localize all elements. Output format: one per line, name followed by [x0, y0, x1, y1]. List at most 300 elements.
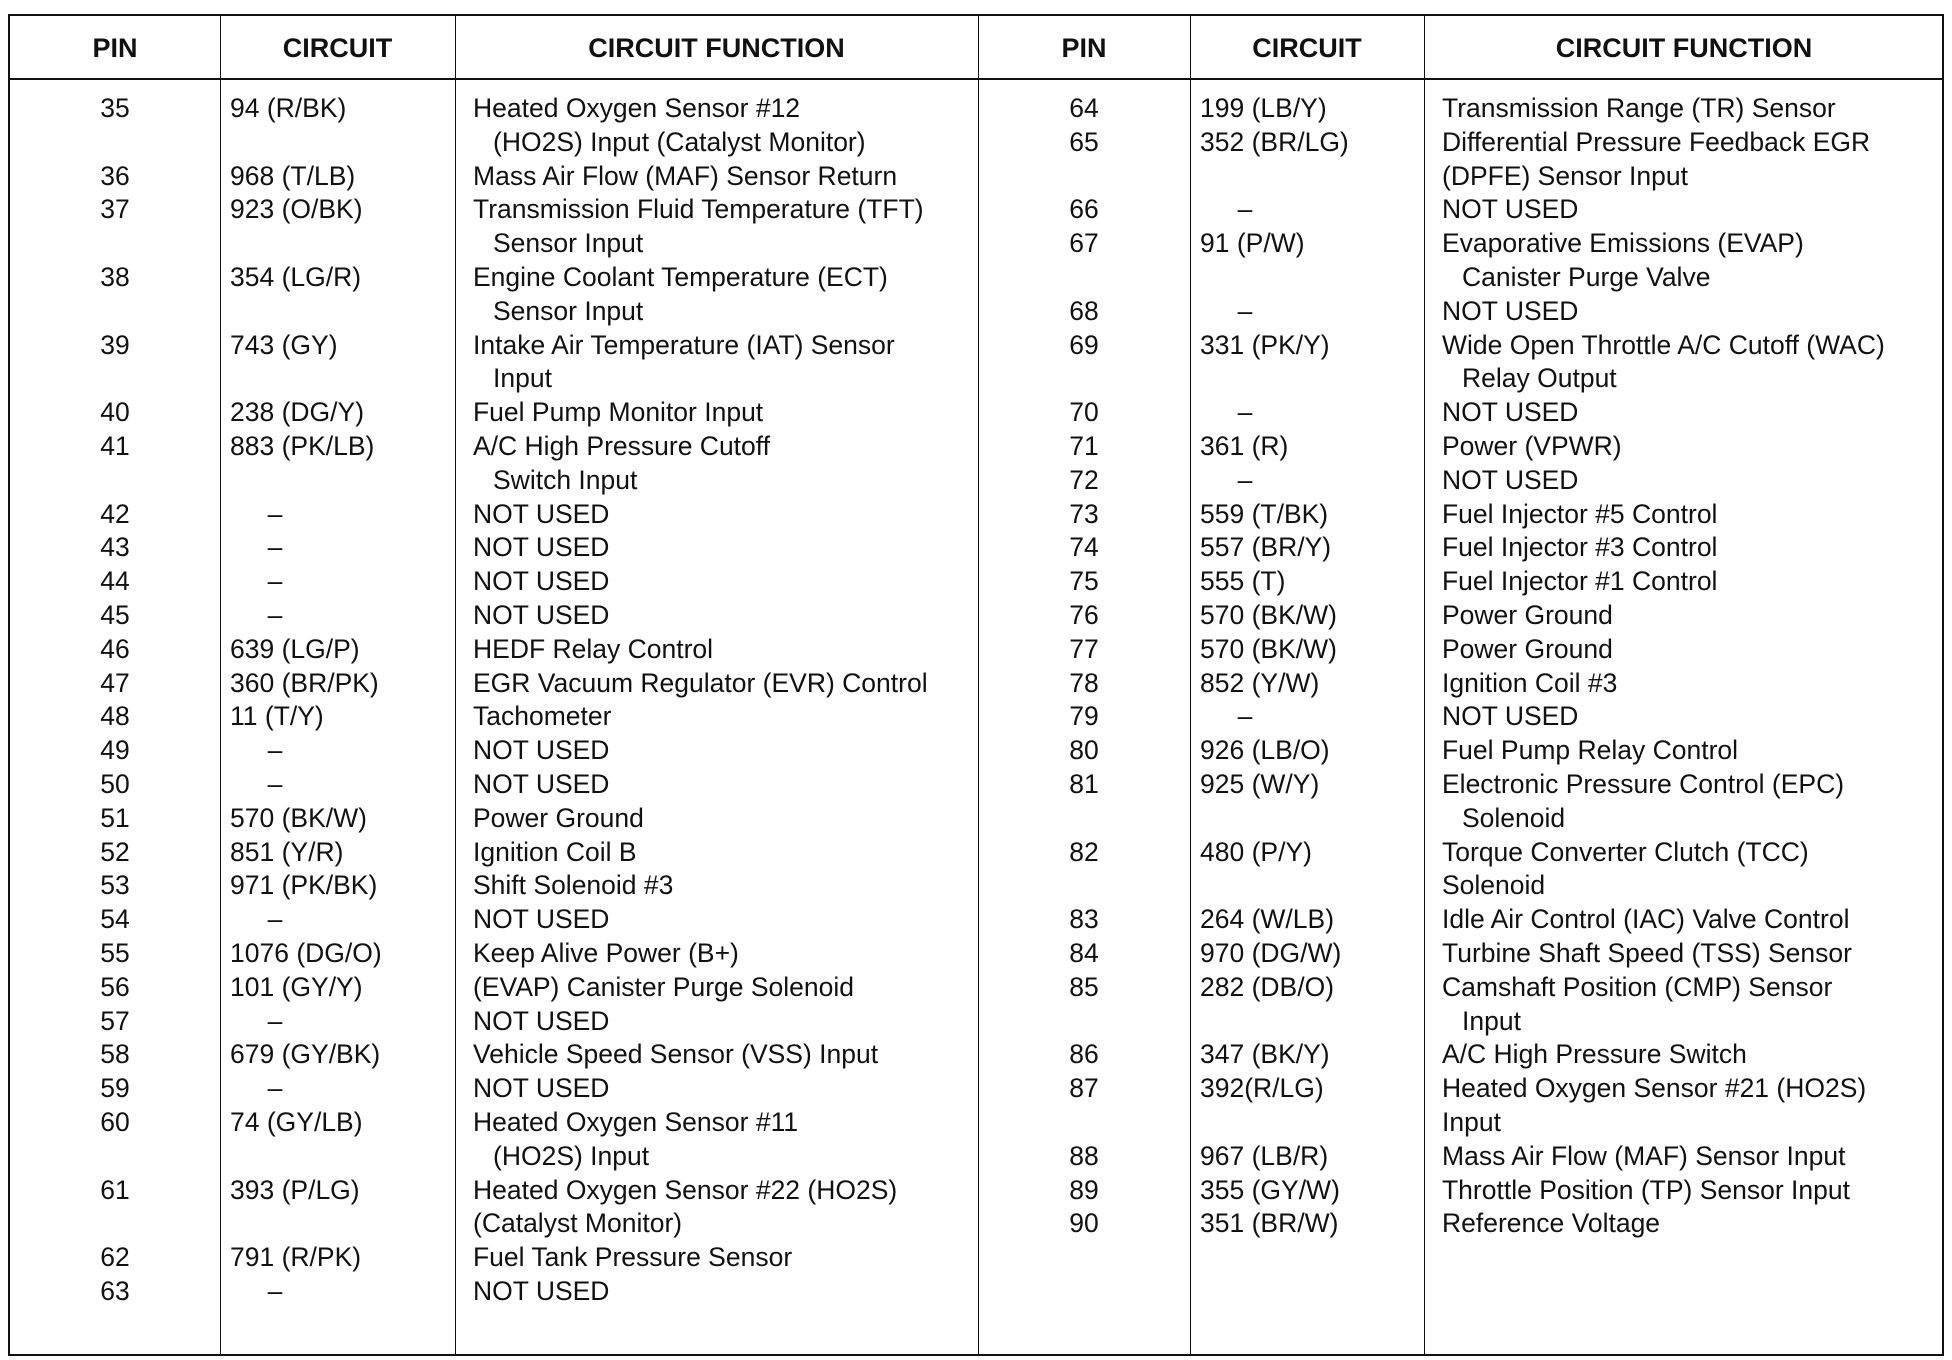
table-row [978, 227, 1944, 295]
circuit-code: 361 (R) [1200, 430, 1289, 461]
pin-table [8, 14, 1944, 1356]
function-line: Power (VPWR) [1442, 430, 1622, 461]
circuit-code: 392(R/LG) [1200, 1073, 1324, 1104]
pin-number: 37 [100, 194, 130, 225]
circuit-function [1424, 700, 1944, 734]
circuit-function [1424, 836, 1944, 904]
pin-number: 43 [100, 532, 130, 563]
pin-number: 62 [100, 1242, 130, 1273]
pin-number: 38 [100, 261, 130, 292]
table-row [10, 193, 978, 261]
table-row [978, 396, 1944, 430]
circuit-code: 94 (R/BK) [230, 93, 347, 123]
table-row [10, 261, 978, 329]
pin-number: 65 [1069, 126, 1099, 157]
pin-number: 77 [1069, 633, 1099, 664]
circuit-function [1424, 768, 1944, 836]
header-function-right: CIRCUIT FUNCTION [1555, 33, 1813, 63]
circuit-function [455, 1005, 978, 1039]
table-row [10, 599, 978, 633]
pin-number: 48 [100, 701, 130, 732]
function-line: Transmission Range (TR) Sensor [1442, 93, 1836, 123]
function-line: Fuel Injector #3 Control [1442, 532, 1718, 563]
table-row [978, 92, 1944, 126]
function-line: A/C High Pressure Cutoff [473, 430, 771, 461]
pin-number: 52 [100, 836, 130, 867]
table-row [10, 734, 978, 768]
pin-number: 78 [1069, 667, 1099, 698]
circuit-function [455, 734, 978, 768]
function-line: Relay Output [1462, 363, 1617, 394]
function-line: Switch Input [493, 464, 638, 495]
table-row [10, 869, 978, 903]
table-row [10, 802, 978, 836]
function-line: (EVAP) Canister Purge Solenoid [473, 971, 855, 1002]
function-line: Mass Air Flow (MAF) Sensor Return [473, 160, 898, 191]
circuit-code [220, 768, 455, 802]
table-row [978, 531, 1944, 565]
function-line: Canister Purge Valve [1462, 261, 1711, 292]
function-line: Fuel Tank Pressure Sensor [473, 1242, 793, 1273]
pin-number: 89 [1069, 1174, 1099, 1205]
pin-number: 60 [100, 1106, 130, 1137]
circuit-code: 791 (R/PK) [230, 1242, 362, 1273]
circuit-function [1424, 971, 1944, 1039]
pin-number: 68 [1069, 295, 1099, 326]
pin-number: 35 [100, 93, 130, 123]
circuit-function [1424, 1072, 1944, 1140]
circuit-code [220, 734, 455, 768]
circuit-function [1424, 430, 1944, 464]
function-line: NOT USED [473, 735, 610, 766]
circuit-dash: – [267, 599, 283, 630]
circuit-function [455, 1241, 978, 1275]
circuit-function [455, 160, 978, 194]
circuit-function [1424, 633, 1944, 667]
circuit-function [455, 869, 978, 903]
circuit-code [220, 565, 455, 599]
table-row [978, 464, 1944, 498]
circuit-code: 480 (P/Y) [1200, 836, 1312, 867]
function-line: Fuel Injector #1 Control [1442, 566, 1718, 597]
circuit-function [455, 937, 978, 971]
function-line: Wide Open Throttle A/C Cutoff (WAC) [1442, 329, 1885, 360]
table-row [978, 126, 1944, 194]
table-row [978, 1174, 1944, 1208]
function-line: Input [493, 363, 552, 394]
circuit-function [455, 802, 978, 836]
function-line: Idle Air Control (IAC) Valve Control [1442, 904, 1850, 935]
function-line: NOT USED [473, 599, 610, 630]
table-row [978, 937, 1944, 971]
pin-number: 85 [1069, 971, 1099, 1002]
right-table-body [978, 92, 1944, 1241]
circuit-code: 199 (LB/Y) [1200, 93, 1327, 123]
function-line: NOT USED [1442, 464, 1579, 495]
circuit-code [220, 498, 455, 532]
function-line: Transmission Fluid Temperature (TFT) [473, 194, 924, 225]
function-line: Mass Air Flow (MAF) Sensor Input [1442, 1140, 1846, 1171]
pin-number: 39 [100, 329, 130, 360]
circuit-function [1424, 565, 1944, 599]
function-line: Engine Coolant Temperature (ECT) [473, 261, 888, 292]
table-row [978, 1038, 1944, 1072]
circuit-function [455, 498, 978, 532]
function-line: Camshaft Position (CMP) Sensor [1442, 971, 1833, 1002]
circuit-code: 331 (PK/Y) [1200, 329, 1330, 360]
pin-number: 86 [1069, 1039, 1099, 1070]
table-row [10, 1241, 978, 1275]
circuit-code: 559 (T/BK) [1200, 498, 1329, 529]
circuit-function [455, 1072, 978, 1106]
pin-number: 80 [1069, 735, 1099, 766]
circuit-code: 393 (P/LG) [230, 1174, 360, 1205]
table-row [10, 565, 978, 599]
circuit-code: 282 (DB/O) [1200, 971, 1335, 1002]
table-row [10, 396, 978, 430]
table-row [10, 667, 978, 701]
pin-number: 75 [1069, 566, 1099, 597]
circuit-code [1190, 295, 1424, 329]
pin-number: 44 [100, 566, 130, 597]
circuit-code: 971 (PK/BK) [230, 870, 378, 901]
circuit-code: 11 (T/Y) [230, 701, 324, 732]
circuit-function [455, 396, 978, 430]
circuit-code: 679 (GY/BK) [230, 1039, 381, 1070]
circuit-dash: – [267, 498, 283, 529]
circuit-dash: – [1237, 194, 1253, 225]
table-row [10, 903, 978, 937]
function-line: NOT USED [473, 768, 610, 799]
table-row [10, 700, 978, 734]
pin-number: 54 [100, 904, 130, 935]
circuit-function [455, 1106, 978, 1174]
pin-number: 49 [100, 735, 130, 766]
function-line: (HO2S) Input (Catalyst Monitor) [493, 126, 866, 157]
pin-number: 87 [1069, 1073, 1099, 1104]
table-row [10, 92, 978, 160]
circuit-code: 925 (W/Y) [1200, 768, 1320, 799]
circuit-function [455, 329, 978, 397]
table-row [10, 1005, 978, 1039]
circuit-function [1424, 1207, 1944, 1241]
table-row [978, 565, 1944, 599]
function-line: Heated Oxygen Sensor #21 (HO2S) [1442, 1073, 1867, 1104]
circuit-code: 354 (LG/R) [230, 261, 362, 292]
pin-number: 83 [1069, 904, 1099, 935]
table-row [10, 836, 978, 870]
pin-number: 41 [100, 430, 130, 461]
circuit-function [1424, 1140, 1944, 1174]
circuit-function [1424, 329, 1944, 397]
function-line: Ignition Coil B [473, 836, 637, 867]
function-line: Heated Oxygen Sensor #12 [473, 93, 801, 123]
pin-number: 82 [1069, 836, 1099, 867]
table-row [10, 1275, 978, 1309]
circuit-dash: – [267, 566, 283, 597]
circuit-code [220, 599, 455, 633]
function-line: NOT USED [473, 498, 610, 529]
circuit-function [455, 1038, 978, 1072]
circuit-function [455, 667, 978, 701]
circuit-code [1190, 396, 1424, 430]
table-row [978, 836, 1944, 904]
function-line: NOT USED [473, 904, 610, 935]
function-line: Input [1442, 1106, 1501, 1137]
circuit-code: 352 (BR/LG) [1200, 126, 1349, 157]
function-line: Turbine Shaft Speed (TSS) Sensor [1442, 937, 1852, 968]
pin-number: 81 [1069, 768, 1099, 799]
circuit-code: 923 (O/BK) [230, 194, 363, 225]
circuit-code: 555 (T) [1200, 566, 1286, 597]
function-line: Ignition Coil #3 [1442, 667, 1618, 698]
table-row [10, 971, 978, 1005]
table-row [10, 1038, 978, 1072]
circuit-dash: – [267, 735, 283, 766]
table-row [978, 734, 1944, 768]
circuit-function [1424, 396, 1944, 430]
function-line: NOT USED [473, 1275, 610, 1306]
function-line: NOT USED [1442, 194, 1579, 225]
table-row [978, 329, 1944, 397]
circuit-function [1424, 92, 1944, 126]
circuit-code [1190, 700, 1424, 734]
circuit-function [1424, 227, 1944, 295]
circuit-function [455, 903, 978, 937]
circuit-code [220, 1005, 455, 1039]
circuit-dash: – [1237, 397, 1253, 428]
pin-number: 45 [100, 599, 130, 630]
header-pin-right: PIN [1061, 33, 1107, 63]
pin-number: 63 [100, 1275, 130, 1306]
circuit-code: 852 (Y/W) [1200, 667, 1320, 698]
pin-number: 90 [1069, 1208, 1099, 1239]
circuit-code: 926 (LB/O) [1200, 735, 1330, 766]
circuit-code [220, 903, 455, 937]
circuit-function [1424, 937, 1944, 971]
circuit-dash: – [267, 904, 283, 935]
function-line: Differential Pressure Feedback EGR [1442, 126, 1871, 157]
function-line: NOT USED [1442, 397, 1579, 428]
circuit-code: 570 (BK/W) [1200, 599, 1337, 630]
function-line: Torque Converter Clutch (TCC) [1442, 836, 1809, 867]
table-row [978, 1140, 1944, 1174]
function-line: Electronic Pressure Control (EPC) [1442, 768, 1845, 799]
circuit-function [1424, 734, 1944, 768]
circuit-code: 883 (PK/LB) [230, 430, 375, 461]
pin-number: 55 [100, 937, 130, 968]
function-line: NOT USED [473, 1073, 610, 1104]
circuit-code: 968 (T/LB) [230, 160, 356, 191]
circuit-code: 347 (BK/Y) [1200, 1039, 1330, 1070]
circuit-code: 264 (W/LB) [1200, 904, 1335, 935]
pin-number: 51 [100, 802, 130, 833]
pin-number: 74 [1069, 532, 1099, 563]
circuit-code [1190, 193, 1424, 227]
circuit-code: 360 (BR/PK) [230, 667, 379, 698]
table-row [978, 1072, 1944, 1140]
function-line: NOT USED [1442, 295, 1579, 326]
function-line: NOT USED [473, 1005, 610, 1036]
circuit-function [1424, 1174, 1944, 1208]
circuit-function [455, 261, 978, 329]
function-line: Solenoid [1442, 870, 1546, 901]
function-line: (DPFE) Sensor Input [1442, 160, 1688, 191]
pin-number: 76 [1069, 599, 1099, 630]
circuit-function [1424, 126, 1944, 194]
function-line: Heated Oxygen Sensor #22 (HO2S) [473, 1174, 898, 1205]
function-line: Fuel Injector #5 Control [1442, 498, 1718, 529]
pin-number: 88 [1069, 1140, 1099, 1171]
function-line: Fuel Pump Relay Control [1442, 735, 1739, 766]
pin-number: 73 [1069, 498, 1099, 529]
circuit-function [455, 768, 978, 802]
circuit-dash: – [267, 768, 283, 799]
pin-number: 67 [1069, 228, 1099, 259]
pin-number: 42 [100, 498, 130, 529]
circuit-function [455, 633, 978, 667]
table-row [10, 768, 978, 802]
circuit-function [1424, 498, 1944, 532]
circuit-dash: – [267, 1073, 283, 1104]
pin-number: 40 [100, 397, 130, 428]
table-row [10, 430, 978, 498]
table-row [978, 498, 1944, 532]
circuit-function [1424, 599, 1944, 633]
circuit-code: 967 (LB/R) [1200, 1140, 1329, 1171]
circuit-code: 557 (BR/Y) [1200, 532, 1332, 563]
circuit-dash: – [1237, 464, 1253, 495]
function-line: NOT USED [473, 532, 610, 563]
circuit-dash: – [1237, 701, 1253, 732]
circuit-code: 570 (BK/W) [230, 802, 367, 833]
circuit-function [455, 599, 978, 633]
pin-number: 59 [100, 1073, 130, 1104]
table-row [978, 1207, 1944, 1241]
circuit-dash: – [267, 1005, 283, 1036]
circuit-function [1424, 193, 1944, 227]
circuit-function [455, 1174, 978, 1242]
table-row [978, 667, 1944, 701]
circuit-code: 74 (GY/LB) [230, 1106, 363, 1137]
table-row [10, 1106, 978, 1174]
circuit-dash: – [1237, 295, 1253, 326]
function-line: Heated Oxygen Sensor #11 [473, 1106, 799, 1137]
circuit-code: 355 (GY/W) [1200, 1174, 1340, 1205]
circuit-code: 970 (DG/W) [1200, 937, 1342, 968]
circuit-code: 101 (GY/Y) [230, 971, 363, 1002]
pin-number: 58 [100, 1039, 130, 1070]
circuit-dash: – [267, 532, 283, 563]
circuit-code: 639 (LG/P) [230, 633, 360, 664]
table-row [10, 498, 978, 532]
circuit-function [1424, 531, 1944, 565]
table-row [978, 599, 1944, 633]
pin-number: 70 [1069, 397, 1099, 428]
circuit-function [455, 531, 978, 565]
circuit-function [1424, 1038, 1944, 1072]
pin-number: 57 [100, 1005, 130, 1036]
left-table-body [10, 92, 978, 1309]
header-circuit-right: CIRCUIT [1252, 33, 1362, 63]
function-line: Power Ground [473, 802, 644, 833]
table-row [978, 700, 1944, 734]
circuit-function [1424, 464, 1944, 498]
table-row [978, 430, 1944, 464]
function-line: NOT USED [1442, 701, 1579, 732]
circuit-function [455, 836, 978, 870]
function-line: Shift Solenoid #3 [473, 870, 674, 901]
function-line: Fuel Pump Monitor Input [473, 397, 764, 428]
pin-number: 36 [100, 160, 130, 191]
function-line: Throttle Position (TP) Sensor Input [1442, 1174, 1850, 1205]
table-row [10, 329, 978, 397]
circuit-code: 351 (BR/W) [1200, 1208, 1339, 1239]
pin-number: 46 [100, 633, 130, 664]
header-divider [10, 78, 1942, 80]
circuit-function [455, 193, 978, 261]
pin-number: 72 [1069, 464, 1099, 495]
table-row [978, 193, 1944, 227]
function-line: Input [1462, 1005, 1521, 1036]
function-line: EGR Vacuum Regulator (EVR) Control [473, 667, 928, 698]
function-line: Sensor Input [493, 228, 644, 259]
circuit-code: 851 (Y/R) [230, 836, 344, 867]
function-line: A/C High Pressure Switch [1442, 1039, 1747, 1070]
table-row [10, 531, 978, 565]
circuit-function [455, 971, 978, 1005]
circuit-code: 91 (P/W) [1200, 228, 1305, 259]
function-line: Sensor Input [493, 295, 644, 326]
table-row [10, 160, 978, 194]
function-line: (Catalyst Monitor) [473, 1208, 683, 1239]
pin-number: 71 [1069, 430, 1099, 461]
function-line: HEDF Relay Control [473, 633, 714, 664]
circuit-dash: – [267, 1275, 283, 1306]
circuit-code: 238 (DG/Y) [230, 397, 365, 428]
circuit-function [1424, 295, 1944, 329]
circuit-function [1424, 903, 1944, 937]
table-row [978, 971, 1944, 1039]
pin-number: 53 [100, 870, 130, 901]
circuit-function [455, 1275, 978, 1309]
pin-number: 66 [1069, 194, 1099, 225]
circuit-function [455, 92, 978, 160]
function-line: Tachometer [473, 701, 612, 732]
function-line: Keep Alive Power (B+) [473, 937, 739, 968]
function-line: Evaporative Emissions (EVAP) [1442, 228, 1804, 259]
pin-number: 47 [100, 667, 130, 698]
pin-number: 64 [1069, 93, 1099, 123]
table-row [10, 1174, 978, 1242]
circuit-function [1424, 667, 1944, 701]
table-row [978, 903, 1944, 937]
circuit-code: 1076 (DG/O) [230, 937, 382, 968]
table-row [978, 295, 1944, 329]
table-row [10, 937, 978, 971]
function-line: Intake Air Temperature (IAT) Sensor [473, 329, 895, 360]
header-function-left: CIRCUIT FUNCTION [588, 33, 845, 63]
circuit-code [1190, 464, 1424, 498]
function-line: (HO2S) Input [493, 1140, 650, 1171]
circuit-code [220, 1275, 455, 1309]
circuit-code [220, 1072, 455, 1106]
pin-number: 79 [1069, 701, 1099, 732]
pin-number: 61 [100, 1174, 130, 1205]
header-circuit-left: CIRCUIT [282, 33, 393, 63]
function-line: Vehicle Speed Sensor (VSS) Input [473, 1039, 879, 1070]
function-line: Solenoid [1462, 802, 1566, 833]
